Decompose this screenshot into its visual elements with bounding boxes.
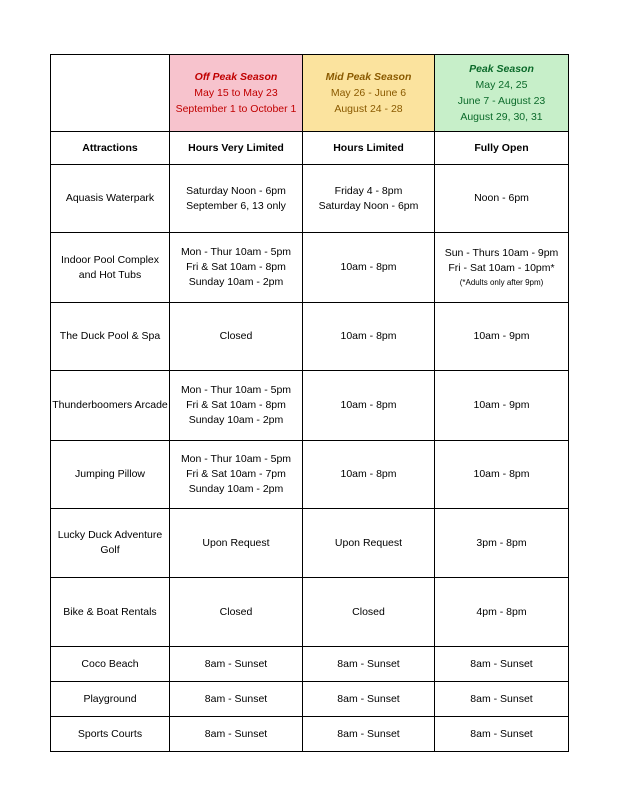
off-peak-hours: [170, 717, 303, 752]
attraction-row: [51, 682, 569, 717]
attraction-name: [51, 682, 170, 717]
off-peak-hours-line: Sunday 10am - 2pm: [188, 483, 284, 495]
attraction-name-line: The Duck Pool & Spa: [59, 330, 161, 342]
attraction-name-line: Coco Beach: [81, 657, 139, 670]
mid-peak-hours-header: Hours Limited: [303, 132, 435, 165]
attraction-name-line: Lucky Duck Adventure: [57, 529, 163, 541]
mid-peak-hours-line: Friday 4 - 8pm: [334, 184, 403, 197]
mid-peak-hours: [303, 509, 435, 578]
mid-peak-hours: [303, 647, 435, 682]
attraction-row: [51, 165, 569, 233]
peak-hours-line: 10am - 9pm: [473, 330, 530, 342]
attraction-name: [51, 647, 170, 682]
mid-peak-dates-2: August 24 - 28: [334, 103, 403, 115]
mid-peak-hours: [303, 165, 435, 233]
off-peak-hours-header: Hours Very Limited: [170, 132, 303, 165]
off-peak-hours-line: Saturday Noon - 6pm: [186, 184, 286, 197]
off-peak-hours-line: Sunday 10am - 2pm: [188, 276, 284, 288]
mid-peak-hours: [303, 682, 435, 717]
mid-peak-hours-line: 8am - Sunset: [337, 657, 400, 670]
attraction-name-line: Jumping Pillow: [74, 468, 146, 480]
peak-hours: [435, 578, 569, 647]
attraction-name-line: Sports Courts: [77, 727, 143, 740]
mid-peak-hours-line: 10am - 8pm: [340, 330, 397, 342]
off-peak-hours-line: Upon Request: [202, 536, 270, 549]
peak-hours-line: 4pm - 8pm: [476, 605, 527, 618]
mid-peak-dates-1: May 26 - June 6: [330, 87, 407, 99]
peak-hours-line: Noon - 6pm: [474, 192, 529, 204]
attraction-name: [51, 165, 170, 233]
peak-dates-3: August 29, 30, 31: [460, 111, 543, 123]
mid-peak-hours: [303, 233, 435, 303]
attraction-name-line: Aquasis Waterpark: [65, 192, 155, 204]
off-peak-dates-1: May 15 to May 23: [194, 87, 278, 99]
mid-peak-hours: [303, 578, 435, 647]
attraction-name: [51, 303, 170, 371]
mid-peak-season-cell: [303, 55, 435, 132]
mid-peak-hours: [303, 717, 435, 752]
attraction-name: [51, 509, 170, 578]
off-peak-hours: [170, 165, 303, 233]
mid-peak-hours: [303, 441, 435, 509]
peak-hours: [435, 441, 569, 509]
off-peak-hours-line: Fri & Sat 10am - 8pm: [186, 399, 286, 411]
peak-hours: [435, 509, 569, 578]
peak-hours: [435, 371, 569, 441]
adults-note: (*Adults only after 9pm): [459, 278, 544, 287]
off-peak-hours: [170, 233, 303, 303]
mid-peak-hours-line: 10am - 8pm: [340, 399, 397, 411]
peak-hours-line: 10am - 9pm: [473, 399, 530, 411]
peak-hours: [435, 233, 569, 303]
off-peak-hours: [170, 682, 303, 717]
mid-peak-hours: [303, 303, 435, 371]
off-peak-season-cell: [170, 55, 303, 132]
attraction-name-line: Thunderboomers Arcade: [52, 399, 168, 411]
peak-hours-line: Fri - Sat 10am - 10pm*: [448, 262, 555, 274]
attraction-name: [51, 717, 170, 752]
off-peak-hours-line: Closed: [219, 605, 253, 618]
off-peak-hours: [170, 371, 303, 441]
attraction-name: [51, 441, 170, 509]
mid-peak-hours: [303, 371, 435, 441]
attraction-row: [51, 717, 569, 752]
off-peak-hours-line: 8am - Sunset: [204, 692, 268, 705]
off-peak-hours-line: Closed: [219, 330, 253, 342]
peak-hours: [435, 682, 569, 717]
attraction-name-line: Golf: [100, 544, 120, 556]
peak-hours-line: Sun - Thurs 10am - 9pm: [444, 247, 559, 259]
off-peak-hours: [170, 647, 303, 682]
mid-peak-hours-line: Upon Request: [334, 536, 403, 549]
off-peak-hours-line: Mon - Thur 10am - 5pm: [180, 246, 292, 258]
peak-hours: [435, 717, 569, 752]
off-peak-hours-line: Mon - Thur 10am - 5pm: [180, 384, 292, 396]
mid-peak-hours-line: 8am - Sunset: [337, 727, 400, 740]
mid-peak-hours-line: 8am - Sunset: [337, 692, 400, 705]
peak-hours: [435, 647, 569, 682]
attraction-row: [51, 371, 569, 441]
off-peak-season-name: Off Peak Season: [194, 71, 278, 83]
off-peak-hours: [170, 441, 303, 509]
mid-peak-hours-line: 10am - 8pm: [340, 261, 397, 273]
attraction-row: [51, 509, 569, 578]
off-peak-dates-2: September 1 to October 1: [175, 103, 297, 115]
peak-hours: [435, 303, 569, 371]
attraction-name: [51, 578, 170, 647]
attraction-row: [51, 578, 569, 647]
off-peak-hours-line: Fri & Sat 10am - 8pm: [186, 261, 286, 273]
mid-peak-hours-line: Saturday Noon - 6pm: [318, 199, 419, 212]
off-peak-hours: [170, 303, 303, 371]
peak-dates-2: June 7 - August 23: [457, 95, 546, 107]
peak-hours-line: 8am - Sunset: [470, 727, 533, 740]
season-header-row: [51, 55, 569, 132]
hours-table: [50, 54, 569, 752]
off-peak-hours-line: 8am - Sunset: [204, 657, 268, 670]
peak-hours-line: 8am - Sunset: [470, 692, 533, 705]
attraction-row: [51, 441, 569, 509]
off-peak-hours-line: Mon - Thur 10am - 5pm: [180, 453, 292, 465]
attraction-row: [51, 647, 569, 682]
attractions-header: Attractions: [51, 132, 170, 165]
attraction-row: [51, 233, 569, 303]
off-peak-hours-line: Fri & Sat 10am - 7pm: [186, 468, 286, 480]
peak-hours-line: 3pm - 8pm: [476, 536, 527, 549]
mid-peak-season-name: Mid Peak Season: [325, 71, 412, 83]
blank-corner-cell: [51, 55, 170, 132]
peak-dates-1: May 24, 25: [475, 79, 528, 91]
off-peak-hours: [170, 509, 303, 578]
peak-hours: [435, 165, 569, 233]
attraction-name: [51, 233, 170, 303]
mid-peak-hours-line: 10am - 8pm: [340, 468, 397, 480]
peak-season-name: Peak Season: [469, 63, 534, 75]
peak-season-cell: [435, 55, 569, 132]
attraction-name-line: Bike & Boat Rentals: [63, 605, 157, 618]
off-peak-hours-line: September 6, 13 only: [186, 199, 286, 212]
peak-hours-line: 10am - 8pm: [473, 468, 530, 480]
attraction-row: [51, 303, 569, 371]
peak-hours-line: 8am - Sunset: [470, 657, 533, 670]
mid-peak-hours-line: Closed: [352, 605, 385, 618]
attraction-name-line: Playground: [83, 692, 137, 705]
attraction-name-line: Indoor Pool Complex: [60, 253, 160, 266]
off-peak-hours-line: Sunday 10am - 2pm: [188, 414, 284, 426]
attraction-name: [51, 371, 170, 441]
peak-hours-header: Fully Open: [435, 132, 569, 165]
column-header-row: [51, 132, 569, 165]
off-peak-hours: [170, 578, 303, 647]
off-peak-hours-line: 8am - Sunset: [204, 727, 268, 740]
attraction-name-line: and Hot Tubs: [78, 268, 142, 281]
